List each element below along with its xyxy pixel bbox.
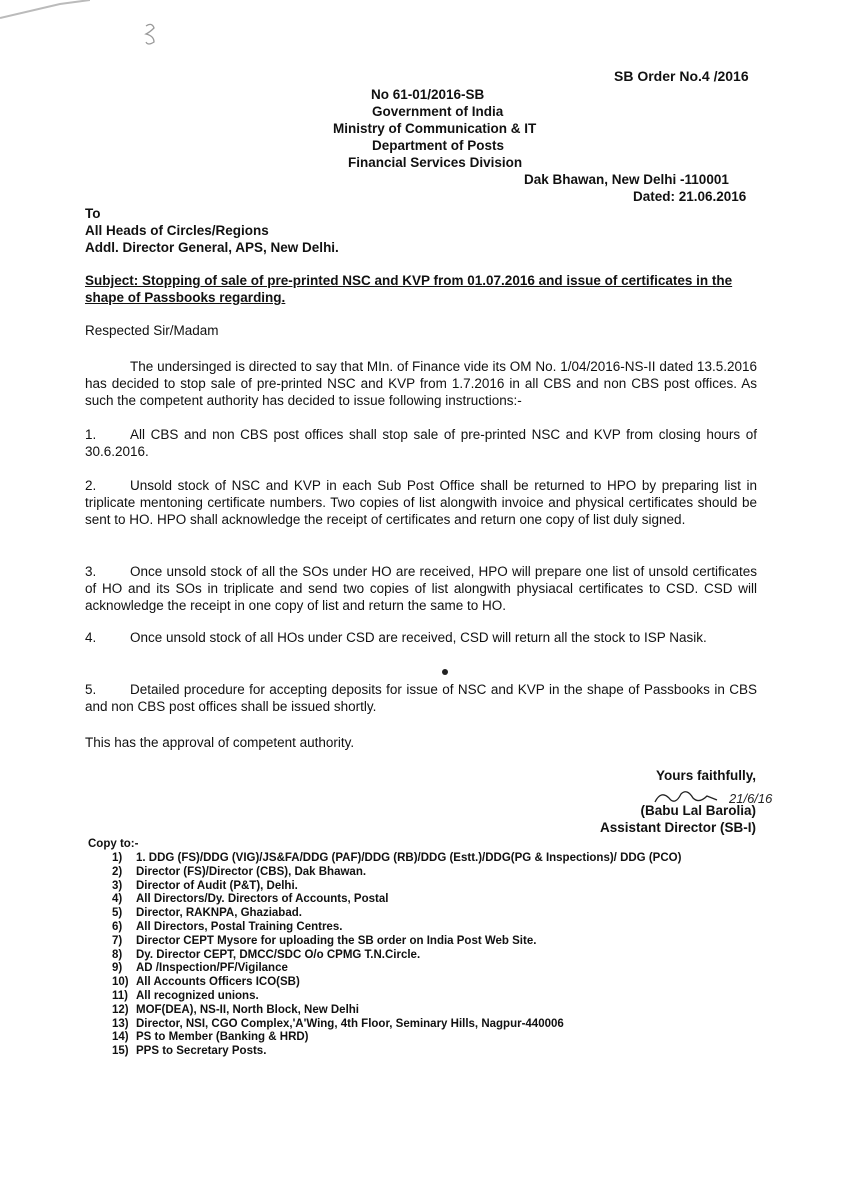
letterhead (0, 86, 842, 205)
addressee-block (85, 205, 339, 256)
instruction-point (85, 629, 757, 646)
signatory-designation: Assistant Director (SB-I) (599, 820, 756, 835)
handwritten-mark (142, 20, 162, 52)
instruction-point (85, 477, 757, 528)
instruction-point (85, 426, 757, 460)
list-item: 8) Dy. Director CEPT, DMCC/SDC O/o CPMG T.N.Circle. (112, 948, 421, 961)
point-text: Once unsold stock of all the SOs under HO are received, HPO will prepare one list of unsold certificates of HO and its SOs in triplicate and send two copies of list alongwith physiacal certificates to CSD. CSD will acknowledge the receipt in one copy of list and return the same to HO. (85, 564, 757, 613)
list-item: 6) All Directors, Postal Training Centres. (112, 920, 343, 933)
intro-paragraph (85, 358, 757, 409)
addressee-line: All Heads of Circles/Regions (85, 223, 269, 238)
list-item: 2) Director (FS)/Director (CBS), Dak Bhawan. (112, 865, 367, 878)
signature-date: 21/6/16 (729, 791, 773, 806)
ministry-name: Ministry of Communication & IT (333, 121, 537, 136)
intro-text: The undersinged is directed to say that MIn. of Finance vide its OM No. 1/04/2016-NS-II dated 13.5.2016 has decided to stop sale of pre-printed NSC and KVP from 1.7.2016 in all CBS and non CBS post offices. As such the competent authority has decided to issue following instructions:- (85, 359, 757, 408)
point-number: 1. (85, 427, 97, 442)
department-name: Department of Posts (372, 138, 505, 153)
salutation: Respected Sir/Madam (85, 323, 219, 338)
list-item: 13) Director, NSI, CGO Complex,'A'Wing, 4th Floor, Seminary Hills, Nagpur-440006 (112, 1017, 564, 1030)
point-text: Unsold stock of NSC and KVP in each Sub Post Office shall be returned to HPO by preparing list in triplicate mentoning certificate numbers. Two copies of list alongwith invoice and physical certificates should be sent to HO. HPO shall acknowledge the receipt of certificates and return one copy of list duly signed. (85, 478, 757, 527)
list-item: 4) All Directors/Dy. Directors of Accounts, Postal (112, 893, 389, 906)
list-item: 3) Director of Audit (P&T), Delhi. (112, 879, 298, 892)
point-number: 4. (85, 630, 97, 645)
copy-to-list (112, 852, 681, 1059)
list-item: 1) 1. DDG (FS)/DDG (VIG)/JS&FA/DDG (PAF)/DDG (RB)/DDG (Estt.)/DDG(PG & Inspections)/ DDG (PCO) (112, 852, 682, 864)
subject-line: Subject: Stopping of sale of pre-printed NSC and KVP from 01.07.2016 and issue of certificates in the shape of Passbooks regarding. (85, 273, 733, 305)
copy-to-heading: Copy to:- (88, 838, 139, 850)
list-item: 9) AD /Inspection/PF/Vigilance (112, 962, 288, 975)
point-number: 5. (85, 682, 97, 697)
ink-dot (442, 669, 448, 675)
addressee-line: Addl. Director General, APS, New Delhi. (85, 240, 339, 255)
approval-note: This has the approval of competent authority. (85, 735, 355, 750)
list-item: 12) MOF(DEA), NS-II, North Block, New Delhi (112, 1003, 359, 1016)
division-name: Financial Services Division (348, 155, 523, 170)
scan-corner-smudge (0, 0, 90, 20)
to-label: To (85, 206, 101, 221)
list-item: 5) Director, RAKNPA, Ghaziabad. (112, 907, 302, 920)
order-number: SB Order No.4 /2016 (614, 68, 749, 84)
list-item: 7) Director CEPT Mysore for uploading the SB order on India Post Web Site. (112, 934, 537, 947)
office-address: Dak Bhawan, New Delhi -110001 (524, 172, 729, 187)
government-name: Government of India (372, 104, 504, 119)
point-text: Detailed procedure for accepting deposits for issue of NSC and KVP in the shape of Passbooks in CBS and non CBS post offices shall be issued shortly. (85, 682, 757, 714)
instruction-point (85, 681, 757, 715)
list-item: 14) PS to Member (Banking & HRD) (112, 1031, 309, 1044)
list-item: 15) PPS to Secretary Posts. (112, 1045, 267, 1058)
list-item: 11) All recognized unions. (112, 989, 259, 1002)
date-line: Dated: 21.06.2016 (633, 189, 747, 204)
point-text: All CBS and non CBS post offices shall stop sale of pre-printed NSC and KVP from closing hours of 30.6.2016. (85, 427, 757, 459)
file-number: No 61-01/2016-SB (371, 87, 485, 102)
point-number: 2. (85, 478, 97, 493)
point-number: 3. (85, 564, 97, 579)
point-text: Once unsold stock of all HOs under CSD are received, CSD will return all the stock to ISP Nasik. (130, 630, 707, 645)
list-item: 10) All Accounts Officers ICO(SB) (112, 976, 300, 989)
signatory-name: (Babu Lal Barolia) (640, 803, 756, 818)
closing-phrase: Yours faithfully, (655, 768, 756, 783)
instruction-point (85, 563, 757, 614)
